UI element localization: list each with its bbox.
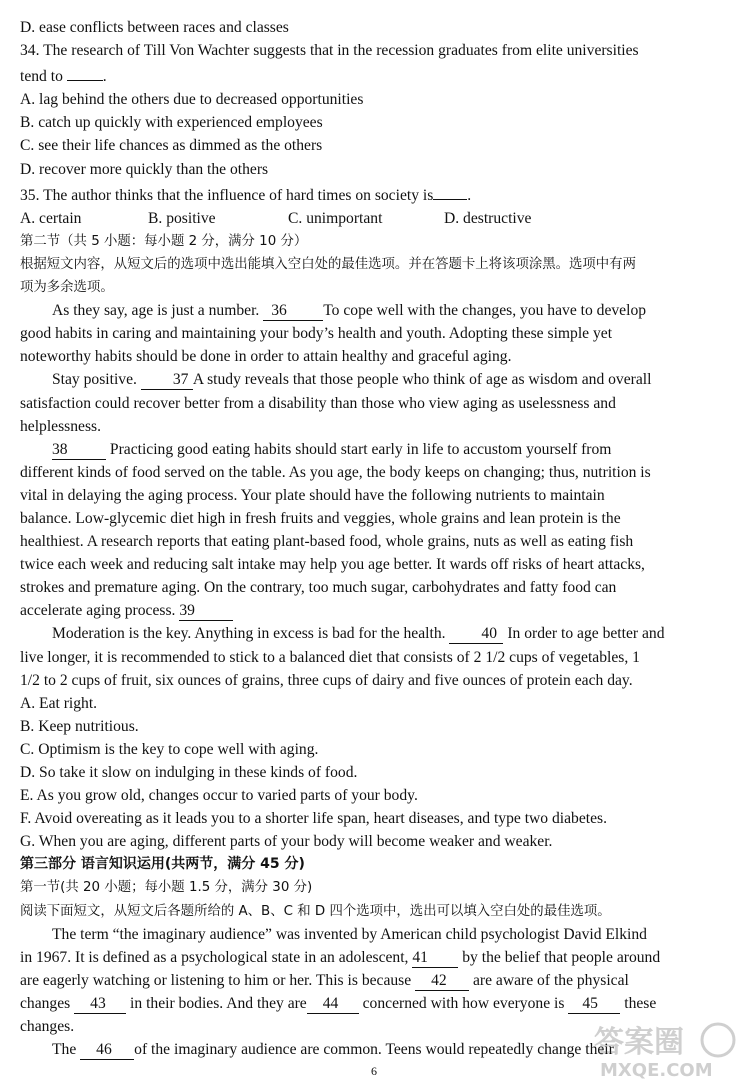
passage2-p4-line1: Moderation is the key. Anything in excess is bad for the health. 40 In order to age better and — [52, 625, 665, 643]
blank-41: 41 — [412, 949, 458, 968]
passage2-p1-line2: good habits in caring and maintaining your body’s health and youth. Adopting these simple yet — [20, 325, 613, 343]
q34-option-a: A. lag behind the others due to decreased opportunities — [20, 91, 364, 109]
passage2-p2-line2: satisfaction could recover better from a disability than those who view aging as uselessness and — [20, 394, 616, 412]
passage2-p3-line5: healthiest. A research reports that eating plant-based food, whole grains, nuts as well as eating fish — [20, 533, 634, 551]
passage2-p3-line4: balance. Low-glycemic diet high in fresh fruits and veggies, whole grains and lean protein is the — [20, 509, 621, 527]
blank-37: 37 — [141, 371, 193, 390]
passage2-p1-line3: noteworthy habits should be done in order to attain healthy and graceful aging. — [20, 348, 512, 366]
q35-option-c: C. unimportant — [288, 209, 383, 227]
blank-39: 39 — [179, 602, 233, 621]
passage3-line5: changes. — [20, 1018, 75, 1036]
q35-options — [20, 207, 734, 230]
page-number: 6 — [371, 1064, 377, 1078]
exam-page — [20, 16, 734, 1061]
option-d: D. So take it slow on indulging in these kinds of food. — [20, 764, 358, 781]
option-f: F. Avoid overeating as it leads you to a shorter life span, heart diseases, and type two diabetes. — [20, 810, 607, 828]
passage2-p3-line1: 38 Practicing good eating habits should start early in life to accustom yourself from — [52, 440, 612, 458]
blank-36: 36 — [263, 302, 323, 321]
passage3-line6: The 46 of the imaginary audience are common. Teens would repeatedly change their — [52, 1041, 614, 1059]
q34-blank — [67, 62, 103, 81]
passage2-p4-line2: live longer, it is recommended to stick to a balanced diet that consists of 2 1/2 cups of vegetables, 1 — [20, 648, 640, 666]
passage2-p2-line1: Stay positive. 37 A study reveals that those people who think of age as wisdom and overall — [52, 371, 652, 389]
option-e: E. As you grow old, changes occur to varied parts of your body. — [20, 787, 418, 805]
passage3-line2: in 1967. It is defined as a psychological state in an adolescent, 41 by the belief that people around — [20, 948, 661, 966]
part3-header: 第三部分 语言知识运用(共两节，满分 45 分) — [20, 856, 305, 873]
q34-option-d: D. recover more quickly than the others — [20, 160, 269, 178]
svg-text:答案圈: 答案圈 — [594, 1025, 684, 1060]
passage2-p3-line7: strokes and premature aging. On the contrary, too much sugar, carbohydrates and fatty food can — [20, 579, 617, 597]
passage2-p2-line3: helplessness. — [20, 417, 101, 435]
option-g: G. When you are aging, different parts of your body will become weaker and weaker. — [20, 833, 553, 851]
q34-option-b: B. catch up quickly with experienced employees — [20, 114, 323, 132]
option-b: B. Keep nutritious. — [20, 717, 139, 735]
blank-45: 45 — [568, 995, 620, 1014]
passage2-p3-line2: different kinds of food served on the table. As you age, the body keeps on changing; thus, nutrition is — [20, 463, 651, 481]
blank-46: 46 — [80, 1041, 134, 1060]
q35-option-b: B. positive — [148, 209, 216, 227]
blank-43: 43 — [74, 995, 126, 1014]
passage2-p3-line8: accelerate aging process. 39 — [20, 599, 734, 622]
passage2-p3-line6: twice each week and reducing salt intake may help you age better. It wards off risks of heart attacks, — [20, 556, 645, 574]
q34-stem-line2: tend to . — [20, 62, 734, 88]
option-a: A. Eat right. — [20, 694, 98, 712]
svg-text:MXQE.COM: MXQE.COM — [600, 1060, 713, 1080]
passage2-p4-line3: 1/2 to 2 cups of fruit, six ounces of grains, three cups of dairy and five ounces of protein each day. — [20, 671, 633, 689]
section2-instruction-line2: 项为多余选项。 — [20, 280, 114, 296]
blank-42: 42 — [415, 972, 469, 991]
option-c: C. Optimism is the key to cope well with aging. — [20, 740, 319, 758]
part3-instruction: 阅读下面短文，从短文后各题所给的 A、B、C 和 D 四个选项中，选出可以填入空白处的最佳选项。 — [20, 903, 611, 919]
passage2-p3-line3: vital in delaying the aging process. Your plate should have the following nutrients to maintain — [20, 486, 605, 504]
q34-stem-line1: 34. The research of Till Von Wachter suggests that in the recession graduates from elite universities — [20, 42, 639, 60]
passage3-line4: changes 43 in their bodies. And they are 44 concerned with how everyone is 45 these — [20, 994, 657, 1012]
q33-option-d: D. ease conflicts between races and classes — [20, 19, 289, 36]
q35-option-d: D. destructive — [444, 209, 532, 227]
passage3-line3: are eagerly watching or listening to him or her. This is because 42 are aware of the physical — [20, 971, 629, 989]
q34-option-c: C. see their life chances as dimmed as the others — [20, 137, 323, 155]
section2-instruction-line1: 根据短文内容，从短文后的选项中选出能填入空白处的最佳选项。并在答题卡上将该项涂黑。选项中有两 — [20, 256, 636, 272]
q35-option-a: A. certain — [20, 209, 82, 227]
part3-section1-header: 第一节(共 20 小题；每小题 1.5 分，满分 30 分) — [20, 880, 313, 896]
section2-header: 第二节（共 5 小题：每小题 2 分，满分 10 分） — [20, 233, 308, 249]
q35-stem: 35. The author thinks that the influence of hard times on society is . — [20, 181, 734, 207]
blank-44: 44 — [307, 995, 359, 1014]
blank-40: 40 — [449, 625, 503, 644]
blank-38: 38 — [52, 441, 106, 460]
q35-blank — [433, 181, 467, 200]
passage2-p1-line1: As they say, age is just a number. 36 To cope well with the changes, you have to develop — [52, 302, 647, 320]
passage3-line1: The term “the imaginary audience” was invented by American child psychologist David Elkind — [52, 925, 647, 943]
